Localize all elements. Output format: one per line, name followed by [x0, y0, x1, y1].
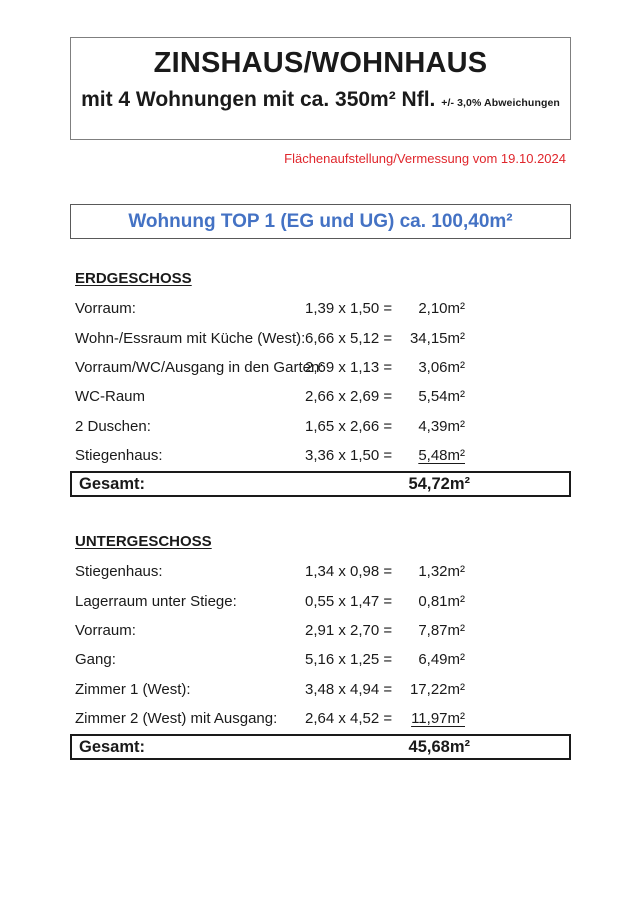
room-dimensions: 3,48 x 4,94 = [305, 680, 393, 698]
table-row [70, 557, 571, 586]
survey-note: Flächenaufstellung/Vermessung vom 19.10.2024 [284, 151, 566, 166]
subtitle-deviation-note: +/- 3,0% Abweichungen [441, 97, 560, 109]
room-label: Vorraum: [75, 621, 136, 639]
room-area: 5,54m² [418, 388, 465, 406]
measurement-rows [70, 294, 571, 470]
subtitle-text: mit 4 Wohnungen mit ca. 350m² Nfl. [81, 88, 436, 111]
total-value: 54,72m² [408, 474, 470, 493]
room-dimensions: 0,55 x 1,47 = [305, 592, 393, 610]
room-dimensions: 1,34 x 0,98 = [305, 563, 393, 581]
room-dimensions: 5,16 x 1,25 = [305, 651, 393, 669]
section-header: UNTERGESCHOSS [75, 533, 212, 550]
table-row [70, 586, 571, 615]
room-area: 34,15m² [409, 329, 465, 347]
room-dimensions: 2,69 x 1,13 = [305, 358, 393, 376]
room-area: 6,49m² [418, 651, 465, 669]
title-box [70, 37, 571, 140]
room-area: 4,39m² [418, 417, 465, 435]
table-row [70, 353, 571, 382]
room-label: Gang: [75, 651, 116, 669]
total-label: Gesamt: [79, 737, 146, 756]
subtitle [71, 87, 570, 116]
room-area: 1,32m² [418, 563, 465, 581]
room-dimensions: 2,91 x 2,70 = [305, 621, 393, 639]
total-box [70, 734, 571, 760]
room-area: 17,22m² [409, 680, 465, 698]
total-box [70, 471, 571, 497]
table-row [70, 675, 571, 704]
section-untergeschoss [70, 533, 571, 760]
room-label: Zimmer 2 (West) mit Ausgang: [75, 710, 278, 728]
main-title: ZINSHAUS/WOHNHAUS [153, 47, 488, 79]
total-label: Gesamt: [79, 474, 146, 493]
room-dimensions: 2,64 x 4,52 = [305, 710, 393, 728]
room-area: 0,81m² [418, 592, 465, 610]
room-label: 2 Duschen: [75, 417, 151, 435]
section-erdgeschoss [70, 270, 571, 497]
room-dimensions: 3,36 x 1,50 = [305, 447, 393, 465]
measurement-rows [70, 557, 571, 733]
room-dimensions: 2,66 x 2,69 = [305, 388, 393, 406]
room-label: Zimmer 1 (West): [75, 680, 191, 698]
section-header: ERDGESCHOSS [75, 270, 192, 287]
room-label: Wohn-/Essraum mit Küche (West): [75, 329, 306, 347]
table-row [70, 382, 571, 411]
total-value: 45,68m² [408, 737, 470, 756]
room-area: 7,87m² [418, 621, 465, 639]
room-label: Vorraum: [75, 300, 136, 318]
room-area: 2,10m² [418, 300, 465, 318]
room-area: 11,97m² [411, 710, 465, 728]
room-area: 5,48m² [418, 447, 465, 465]
room-dimensions: 6,66 x 5,12 = [305, 329, 393, 347]
table-row [70, 441, 571, 470]
room-dimensions: 1,39 x 1,50 = [305, 300, 393, 318]
room-label: Lagerraum unter Stiege: [75, 592, 237, 610]
table-row [70, 412, 571, 441]
room-label: Vorraum/WC/Ausgang in den Garten: [75, 358, 324, 376]
table-row [70, 294, 571, 323]
table-row [70, 616, 571, 645]
table-row [70, 704, 571, 733]
room-label: Stiegenhaus: [75, 563, 163, 581]
room-label: Stiegenhaus: [75, 447, 163, 465]
table-row [70, 323, 571, 352]
table-row [70, 645, 571, 674]
room-area: 3,06m² [418, 358, 465, 376]
room-dimensions: 1,65 x 2,66 = [305, 417, 393, 435]
unit-heading: Wohnung TOP 1 (EG und UG) ca. 100,40m² [70, 204, 571, 239]
room-label: WC-Raum [75, 388, 145, 406]
